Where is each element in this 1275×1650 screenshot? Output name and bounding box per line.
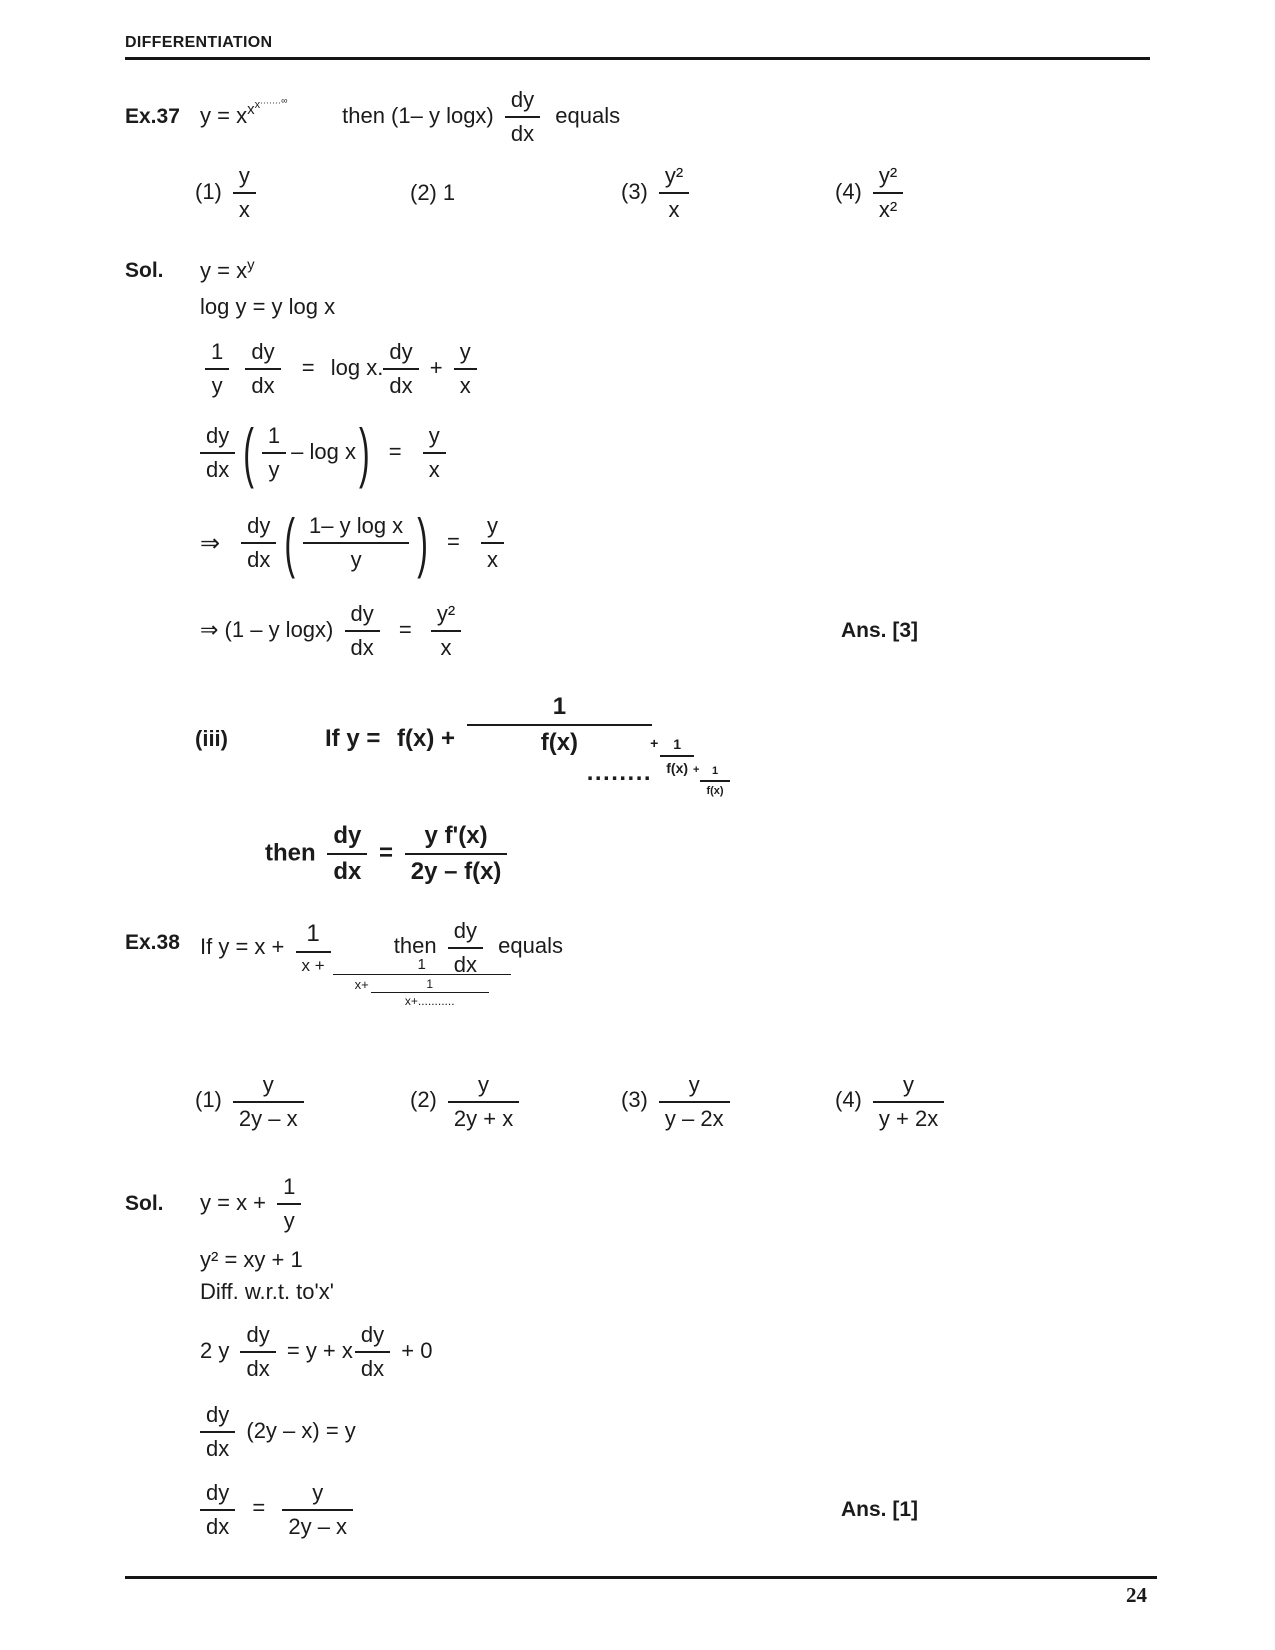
fraction [240, 1321, 275, 1383]
nested-fraction-level-3 [371, 977, 489, 1009]
option-fraction [873, 162, 903, 224]
fraction-numerator: y² [431, 600, 461, 632]
fraction-numerator: y [448, 1071, 519, 1103]
fraction-denominator: x+........... [404, 993, 455, 1008]
solution-line [125, 256, 1150, 284]
fraction [454, 338, 477, 400]
fraction-numerator: 1 [660, 735, 694, 757]
fraction-numerator: y [481, 512, 504, 544]
ex37-equation [200, 95, 288, 128]
fraction-numerator: y f'(x) [405, 821, 508, 855]
fraction-numerator: dy [345, 600, 380, 632]
fraction-denominator: x [668, 197, 680, 222]
then-label: then [265, 839, 316, 866]
fraction-denominator: 2y + x [453, 1105, 514, 1131]
page-number: 24 [1126, 1583, 1147, 1607]
equation-term: = y + x [286, 1337, 353, 1363]
fraction-denominator [296, 953, 455, 1008]
ex37-label: Ex.37 [125, 105, 180, 128]
fraction-denominator: y + 2x [878, 1105, 939, 1131]
option-1 [195, 162, 410, 224]
fraction-denominator: x [486, 547, 498, 572]
equals-sign: = [301, 354, 315, 380]
solution-line [200, 1479, 1150, 1541]
fraction-numerator: 1 [205, 338, 229, 370]
continued-fraction [467, 692, 724, 797]
answer-badge: Ans. [1] [840, 1497, 918, 1521]
fraction-denominator: dx [389, 373, 413, 398]
answer-badge: Ans. [3] [840, 619, 918, 642]
option-2 [410, 180, 621, 206]
ex38-solution [125, 1173, 1150, 1541]
fraction-numerator: y² [873, 162, 903, 194]
option-label: (3) [621, 178, 648, 204]
if-y-equals: If y = [200, 933, 249, 959]
fraction-numerator: dy [240, 1321, 275, 1353]
fraction [282, 1479, 353, 1541]
fraction [241, 512, 276, 574]
den-term: f(x) [666, 760, 689, 776]
option-fraction [448, 1071, 519, 1133]
page-footer [125, 1576, 1157, 1608]
option-label: (4) [835, 1087, 862, 1113]
fraction [660, 735, 724, 797]
fraction-numerator: dy [200, 1401, 235, 1433]
solution-line: log y = y log x [200, 294, 336, 319]
ellipsis-dots: ........ [586, 758, 653, 786]
note-iii-result [265, 821, 1150, 887]
option-fraction [873, 1071, 944, 1133]
option-label: (1) [195, 1087, 222, 1113]
fraction [383, 338, 418, 400]
equals-sign: = [388, 438, 402, 464]
nested-fraction-level-2 [333, 955, 511, 1010]
fraction [345, 600, 380, 662]
right-parenthesis: ) [358, 415, 370, 489]
fraction-numerator: y² [659, 162, 689, 194]
solution-label: Sol. [125, 259, 164, 282]
fraction-denominator: dx [333, 857, 362, 885]
fraction-numerator: 1 [700, 764, 729, 782]
fraction-numerator: 1 [296, 919, 331, 953]
plus-sign: + [650, 735, 659, 751]
implies-term: ⇒ (1 – y logx) [200, 616, 334, 642]
nested-fraction-level-3 [693, 764, 731, 798]
fraction [200, 1479, 235, 1541]
den-term: f(x) [540, 729, 579, 756]
fraction [423, 422, 446, 484]
minus-log-term: – log x [291, 438, 356, 464]
fraction-denominator: y – 2x [664, 1105, 724, 1131]
fraction-denominator: x [440, 635, 452, 660]
option-3 [621, 1071, 835, 1133]
fraction-numerator: 1 [333, 955, 511, 975]
fraction-denominator: x [459, 373, 471, 398]
fraction-numerator: 1– y log x [303, 512, 409, 544]
solution-line [200, 1321, 1150, 1383]
fraction [481, 512, 504, 574]
power-level-1: x [247, 101, 255, 119]
fraction-denominator [333, 975, 511, 1010]
ex37-solution [125, 256, 1150, 662]
ex37-options [195, 162, 1150, 224]
dydx-fraction [505, 86, 540, 148]
fraction-denominator: dx [360, 1355, 385, 1381]
equals-sign: = [398, 616, 412, 642]
power-level-1: y [247, 256, 255, 274]
question-tail-text: equals [555, 102, 621, 128]
den-term: x + [301, 955, 325, 975]
equals-sign: = [379, 839, 394, 866]
plus-sign: + [693, 764, 700, 776]
fraction-denominator: dx [510, 121, 535, 146]
log-term: log x. [330, 354, 384, 380]
fraction-numerator: dy [200, 1479, 235, 1511]
power-level-3: .......∞ [260, 95, 288, 106]
fraction [205, 338, 229, 400]
equation-base: y = x [200, 258, 248, 283]
fraction-denominator: 2y – x [288, 1513, 348, 1539]
option-4 [835, 162, 1150, 224]
note-iii-label: (iii) [195, 726, 228, 752]
option-value: 1 [442, 180, 456, 205]
question-middle-text: then (1– y logx) [342, 102, 494, 128]
solution-line [125, 1173, 1150, 1235]
ex38-label: Ex.38 [125, 930, 180, 954]
option-fraction [659, 162, 689, 224]
fraction-denominator: dx [206, 1435, 230, 1461]
fraction-denominator: dx [206, 1513, 230, 1539]
fraction-numerator: y [454, 338, 477, 370]
solution-line [200, 1401, 1150, 1463]
ex38-options [195, 1071, 1150, 1133]
ex37-question [125, 86, 1150, 148]
option-fraction [233, 162, 256, 224]
fraction-numerator: y [233, 162, 256, 194]
fraction-denominator [467, 726, 724, 797]
solution-line [200, 600, 1150, 662]
dydx-fraction [327, 821, 367, 887]
fraction-denominator: y [268, 457, 280, 482]
note-iii-equation [325, 693, 724, 797]
fraction-denominator: y [211, 373, 223, 398]
option-label: (2) [410, 180, 437, 205]
solution-line: Diff. w.r.t. to'x' [200, 1278, 334, 1304]
fraction-numerator: dy [241, 512, 276, 544]
option-2 [410, 1071, 621, 1133]
option-label: (1) [195, 178, 222, 204]
fraction [200, 422, 235, 484]
fraction-numerator: dy [448, 917, 483, 949]
fraction-denominator [660, 757, 724, 797]
fraction-denominator: x [428, 457, 440, 482]
fraction [355, 1321, 390, 1383]
option-label: (3) [621, 1087, 648, 1113]
fraction-denominator: dx [251, 373, 275, 398]
option-fraction [233, 1071, 304, 1133]
fraction-denominator: dx [246, 1355, 270, 1381]
fraction-denominator: x [238, 197, 250, 222]
fraction-numerator: 1 [262, 422, 286, 454]
fraction-numerator: dy [327, 821, 367, 855]
left-parenthesis: ( [243, 415, 254, 489]
option-4 [835, 1071, 1150, 1133]
option-label: (4) [835, 178, 862, 204]
left-parenthesis: ( [284, 505, 296, 579]
solution-line [200, 415, 1150, 489]
plus-sign: + [429, 354, 443, 380]
if-y-equals: If y = [325, 724, 381, 752]
fraction-numerator: y [282, 1479, 353, 1511]
fraction-denominator: dx [247, 547, 271, 572]
fraction-numerator: y [423, 422, 446, 454]
fraction-numerator: y [873, 1071, 944, 1103]
fraction [700, 764, 729, 798]
fraction-denominator: dx [453, 951, 477, 977]
fraction [333, 955, 511, 1010]
option-label: (2) [410, 1087, 437, 1113]
cf-first-term: x + [254, 933, 285, 959]
cf-first-term: f(x) + [397, 724, 456, 752]
solution-line [200, 338, 1150, 400]
fraction [431, 600, 461, 662]
fraction-denominator: dx [350, 635, 374, 660]
fraction-denominator: 2y – x [238, 1105, 298, 1131]
fraction [277, 1173, 301, 1235]
equals-sign: = [252, 1495, 266, 1521]
fraction-numerator: dy [355, 1321, 390, 1353]
fraction-denominator: f(x) [706, 785, 724, 797]
solution-line: y² = xy + 1 [200, 1246, 303, 1272]
den-term: x+ [354, 976, 369, 992]
page-title: DIFFERENTIATION [125, 34, 273, 51]
right-parenthesis: ) [417, 505, 428, 579]
equals-sign: = [446, 528, 460, 554]
equation-term: + 0 [401, 1337, 433, 1363]
then-label: then [393, 933, 437, 959]
fraction-numerator: dy [200, 422, 235, 454]
fraction [245, 338, 280, 400]
fraction-numerator: y [659, 1071, 730, 1103]
fraction-numerator: 1 [467, 692, 652, 726]
solution-label: Sol. [125, 1191, 164, 1215]
fraction-numerator: 1 [371, 977, 489, 993]
fraction-denominator: 2y – f(x) [410, 857, 502, 885]
option-fraction [659, 1071, 730, 1133]
note-iii [195, 692, 1150, 797]
equation-term: (2y – x) = y [246, 1417, 356, 1443]
option-1 [195, 1071, 410, 1133]
nested-fraction-level-2 [650, 735, 724, 797]
fraction-numerator: 1 [277, 1173, 301, 1205]
fraction-denominator: x² [878, 197, 898, 222]
equation-term: y = x + [200, 1189, 267, 1215]
result-fraction [405, 821, 508, 887]
implies-arrow: ⇒ [200, 529, 221, 557]
page-header [125, 34, 1150, 60]
solution-line [200, 505, 1150, 579]
question-tail-text: equals [498, 933, 563, 959]
equation-base: y = x [200, 102, 248, 128]
fraction-denominator: y [350, 547, 362, 572]
fraction [303, 512, 409, 574]
ex38-question [125, 917, 1150, 1008]
fraction-numerator: y [233, 1071, 304, 1103]
fraction [262, 422, 286, 484]
power-level-2: x [254, 99, 261, 112]
fraction-denominator: y [283, 1207, 295, 1233]
equation-term: 2 y [200, 1337, 230, 1363]
fraction [200, 1401, 235, 1463]
fraction-denominator: dx [206, 457, 230, 482]
fraction-numerator: dy [245, 338, 280, 370]
option-3 [621, 162, 835, 224]
fraction-numerator: dy [505, 86, 540, 118]
fraction-numerator: dy [383, 338, 418, 370]
